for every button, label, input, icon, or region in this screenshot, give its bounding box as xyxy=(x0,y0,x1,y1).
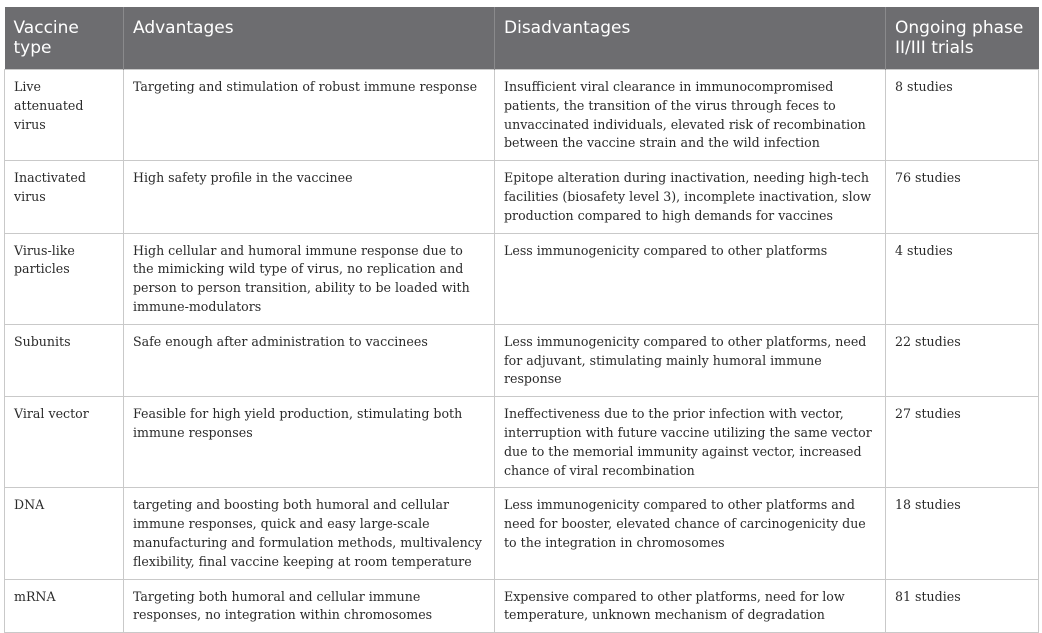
cell-advantages: High cellular and humoral immune response due to the mimicking wild type of virus, no replication and person to person transition, ability to be loaded with immune-modulators xyxy=(124,233,495,324)
cell-trials: 22 studies xyxy=(886,324,1039,396)
table-row xyxy=(5,233,1039,324)
cell-trials: 81 studies xyxy=(886,579,1039,633)
cell-advantages: Safe enough after administration to vaccinees xyxy=(124,324,495,396)
cell-disadvantages: Less immunogenicity compared to other platforms xyxy=(495,233,886,324)
cell-vaccine-type: Live attenuated virus xyxy=(5,70,124,161)
header-trials: Ongoing phase II/III trials xyxy=(886,7,1039,70)
header-advantages: Advantages xyxy=(124,7,495,70)
cell-disadvantages: Expensive compared to other platforms, need for low temperature, unknown mechanism of degradation xyxy=(495,579,886,633)
table-row xyxy=(5,161,1039,233)
cell-advantages: Targeting and stimulation of robust immune response xyxy=(124,70,495,161)
vaccine-comparison-table xyxy=(4,7,1039,633)
cell-disadvantages: Less immunogenicity compared to other platforms and need for booster, elevated chance of carcinogenicity due to the integration in chromosomes xyxy=(495,488,886,579)
cell-vaccine-type: Subunits xyxy=(5,324,124,396)
cell-vaccine-type: Virus-like particles xyxy=(5,233,124,324)
cell-advantages: targeting and boosting both humoral and cellular immune responses, quick and easy large-scale manufacturing and formulation methods, multivalency flexibility, final vaccine keeping at room temperature xyxy=(124,488,495,579)
header-row xyxy=(5,7,1039,70)
cell-disadvantages: Insufficient viral clearance in immunocompromised patients, the transition of the virus through feces to unvaccinated individuals, elevated risk of recombination between the vaccine strain and the wild infection xyxy=(495,70,886,161)
header-disadvantages: Disadvantages xyxy=(495,7,886,70)
table-row xyxy=(5,397,1039,488)
cell-advantages: High safety profile in the vaccinee xyxy=(124,161,495,233)
cell-advantages: Targeting both humoral and cellular immune responses, no integration within chromosomes xyxy=(124,579,495,633)
cell-vaccine-type: Viral vector xyxy=(5,397,124,488)
cell-trials: 18 studies xyxy=(886,488,1039,579)
table-header xyxy=(5,7,1039,70)
cell-disadvantages: Less immunogenicity compared to other platforms, need for adjuvant, stimulating mainly humoral immune response xyxy=(495,324,886,396)
cell-advantages: Feasible for high yield production, stimulating both immune responses xyxy=(124,397,495,488)
table-row xyxy=(5,579,1039,633)
table-row xyxy=(5,70,1039,161)
cell-trials: 76 studies xyxy=(886,161,1039,233)
cell-trials: 8 studies xyxy=(886,70,1039,161)
cell-vaccine-type: DNA xyxy=(5,488,124,579)
table-row xyxy=(5,488,1039,579)
cell-vaccine-type: Inactivated virus xyxy=(5,161,124,233)
table-body xyxy=(5,70,1039,633)
cell-disadvantages: Epitope alteration during inactivation, needing high-tech facilities (biosafety level 3), incomplete inactivation, slow production compared to high demands for vaccines xyxy=(495,161,886,233)
cell-disadvantages: Ineffectiveness due to the prior infection with vector, interruption with future vaccine utilizing the same vector due to the memorial immunity against vector, increased chance of viral recombination xyxy=(495,397,886,488)
cell-vaccine-type: mRNA xyxy=(5,579,124,633)
cell-trials: 4 studies xyxy=(886,233,1039,324)
header-vaccine-type: Vaccine type xyxy=(5,7,124,70)
table-row xyxy=(5,324,1039,396)
cell-trials: 27 studies xyxy=(886,397,1039,488)
